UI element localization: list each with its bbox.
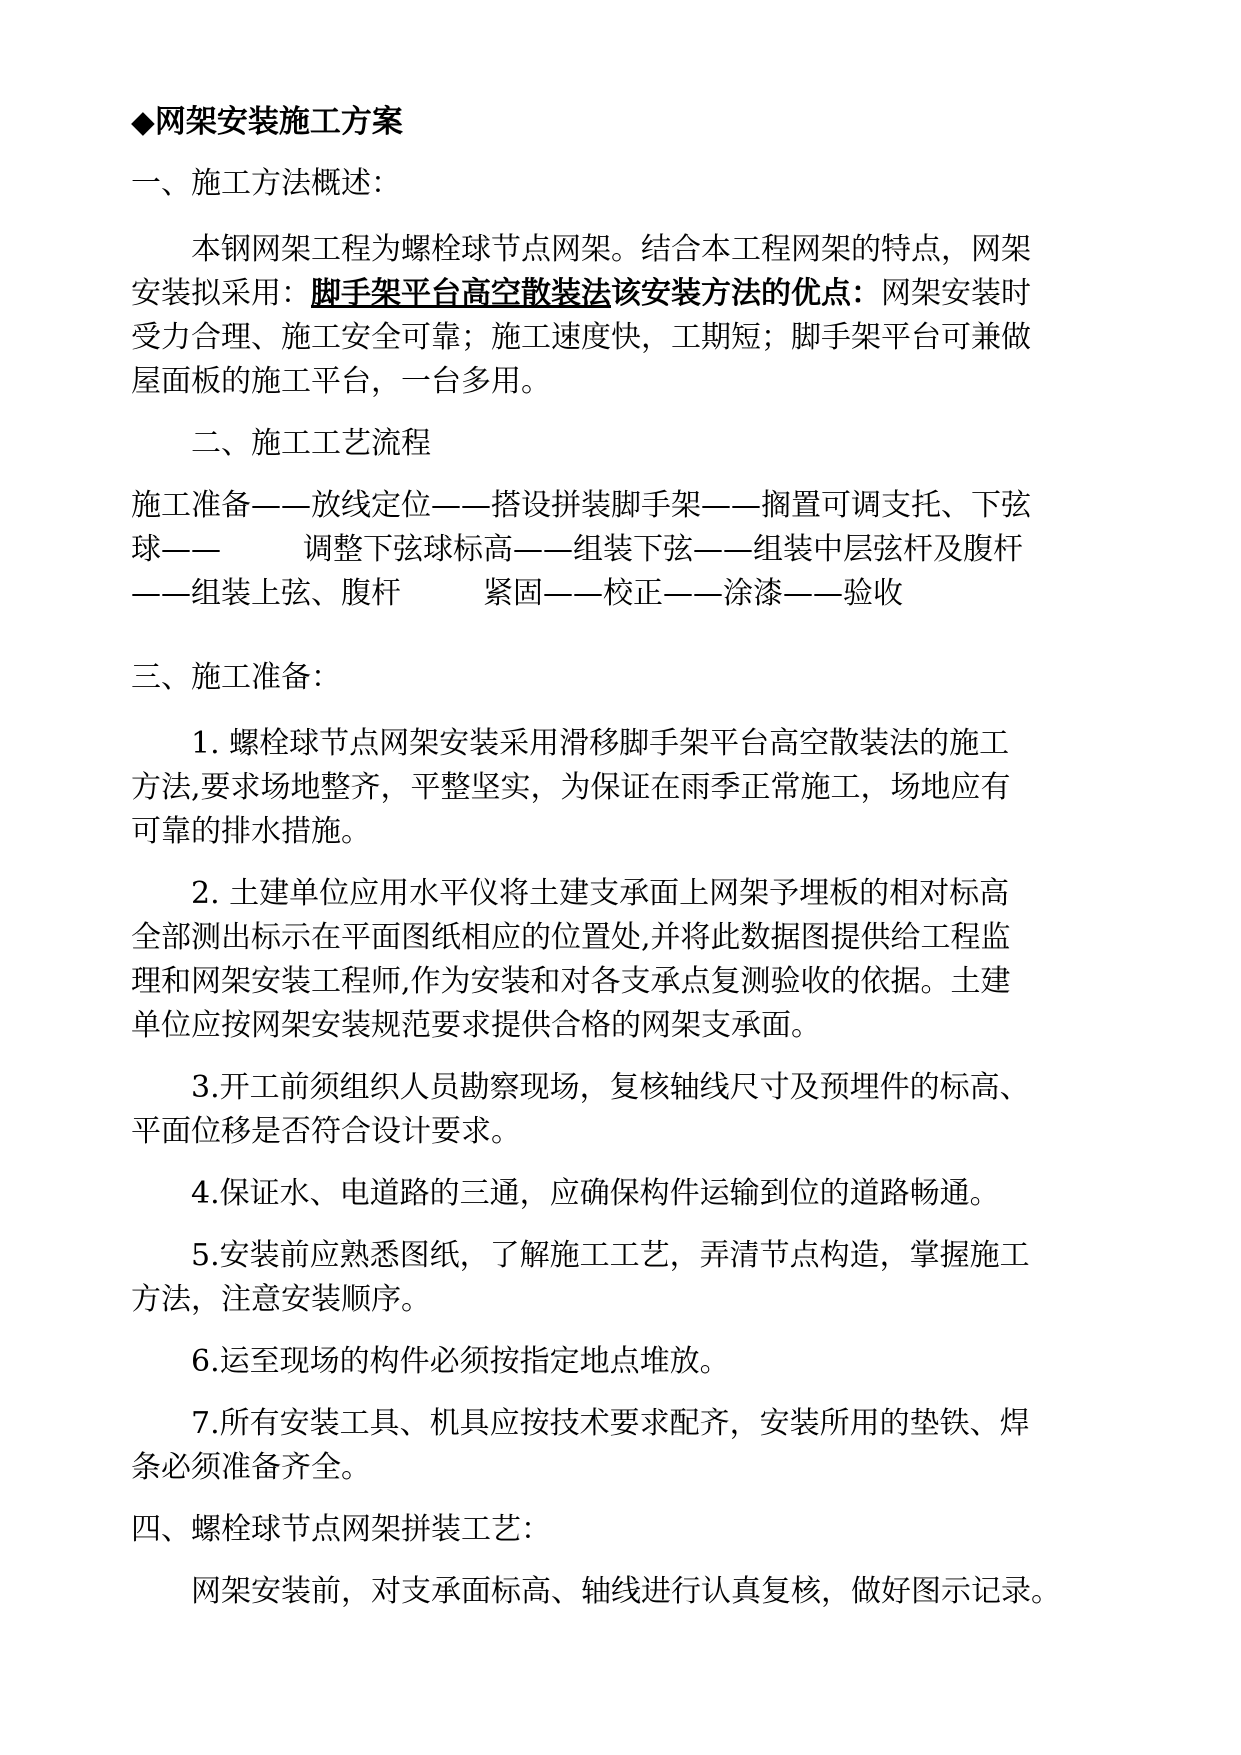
text-run: 网架安装时 <box>881 276 1031 311</box>
advantages-label: 该安装方法的优点： <box>611 276 881 311</box>
prep-item-5 <box>131 1234 1121 1322</box>
section-4-heading: 四、螺栓球节点网架拼装工艺： <box>131 1512 551 1547</box>
item-line: 5.安装前应熟悉图纸，了解施工工艺，弄清节点构造，掌握施工 <box>191 1238 1030 1273</box>
paragraph-line: 屋面板的施工平台，一台多用。 <box>131 364 551 399</box>
item-line: 单位应按网架安装规范要求提供合格的网架支承面。 <box>131 1008 821 1043</box>
flow-line <box>131 572 1121 616</box>
section-1-heading: 一、施工方法概述： <box>131 166 401 201</box>
flow-line: 施工准备——放线定位——搭设拼装脚手架——搁置可调支托、下弦 <box>131 488 1031 523</box>
section-4-paragraph: 网架安装前，对支承面标高、轴线进行认真复核，做好图示记录。 <box>191 1574 1061 1609</box>
section-2-heading: 二、施工工艺流程 <box>191 426 431 461</box>
item-line: 7.所有安装工具、机具应按技术要求配齐，安装所用的垫铁、焊 <box>191 1406 1030 1441</box>
process-flow <box>131 484 1121 616</box>
item-line: 理和网架安装工程师,作为安装和对各支承点复测验收的依据。土建 <box>131 964 1011 999</box>
item-line: 4.保证水、电道路的三通，应确保构件运输到位的道路畅通。 <box>191 1176 1000 1211</box>
paragraph-line: 本钢网架工程为螺栓球节点网架。结合本工程网架的特点，网架 <box>191 232 1031 267</box>
item-line: 2. 土建单位应用水平仪将土建支承面上网架予埋板的相对标高 <box>191 876 1010 911</box>
item-line: 条必须准备齐全。 <box>131 1450 371 1485</box>
prep-item-4 <box>131 1172 1121 1216</box>
item-line: 方法，注意安装顺序。 <box>131 1282 431 1317</box>
prep-item-3 <box>131 1066 1121 1154</box>
item-line: 方法,要求场地整齐，平整坚实，为保证在雨季正常施工，场地应有 <box>131 770 1011 805</box>
item-line: 6.运至现场的构件必须按指定地点堆放。 <box>191 1344 730 1379</box>
prep-item-7 <box>131 1402 1121 1490</box>
item-line: 全部测出标示在平面图纸相应的位置处,并将此数据图提供给工程监 <box>131 920 1011 955</box>
item-line: 3.开工前须组织人员勘察现场，复核轴线尺寸及预埋件的标高、 <box>191 1070 1030 1105</box>
prep-item-2 <box>131 872 1121 1048</box>
section-3-heading: 三、施工准备： <box>131 660 341 695</box>
prep-item-1 <box>131 722 1121 854</box>
item-line: 1. 螺栓球节点网架安装采用滑移脚手架平台高空散装法的施工 <box>191 726 1010 761</box>
paragraph-line: 受力合理、施工安全可靠；施工速度快，工期短；脚手架平台可兼做 <box>131 320 1031 355</box>
document-page <box>131 100 1121 1614</box>
item-line: 平面位移是否符合设计要求。 <box>131 1114 521 1149</box>
prep-item-6 <box>131 1340 1121 1384</box>
document-title: ◆网架安装施工方案 <box>131 104 403 140</box>
text-run: 紧固——校正——涂漆——验收 <box>483 576 903 611</box>
item-line: 可靠的排水措施。 <box>131 814 371 849</box>
paragraph-line <box>131 272 1121 316</box>
text-run: 球—— <box>131 532 221 567</box>
section-1-paragraph <box>131 228 1121 404</box>
method-emphasis: 脚手架平台高空散装法 <box>311 276 611 311</box>
text-run: ——组装上弦、腹杆 <box>131 576 401 611</box>
text-run: 调整下弦球标高——组装下弦——组装中层弦杆及腹杆 <box>303 532 1023 567</box>
text-run: 安装拟采用： <box>131 276 311 311</box>
flow-line <box>131 528 1121 572</box>
